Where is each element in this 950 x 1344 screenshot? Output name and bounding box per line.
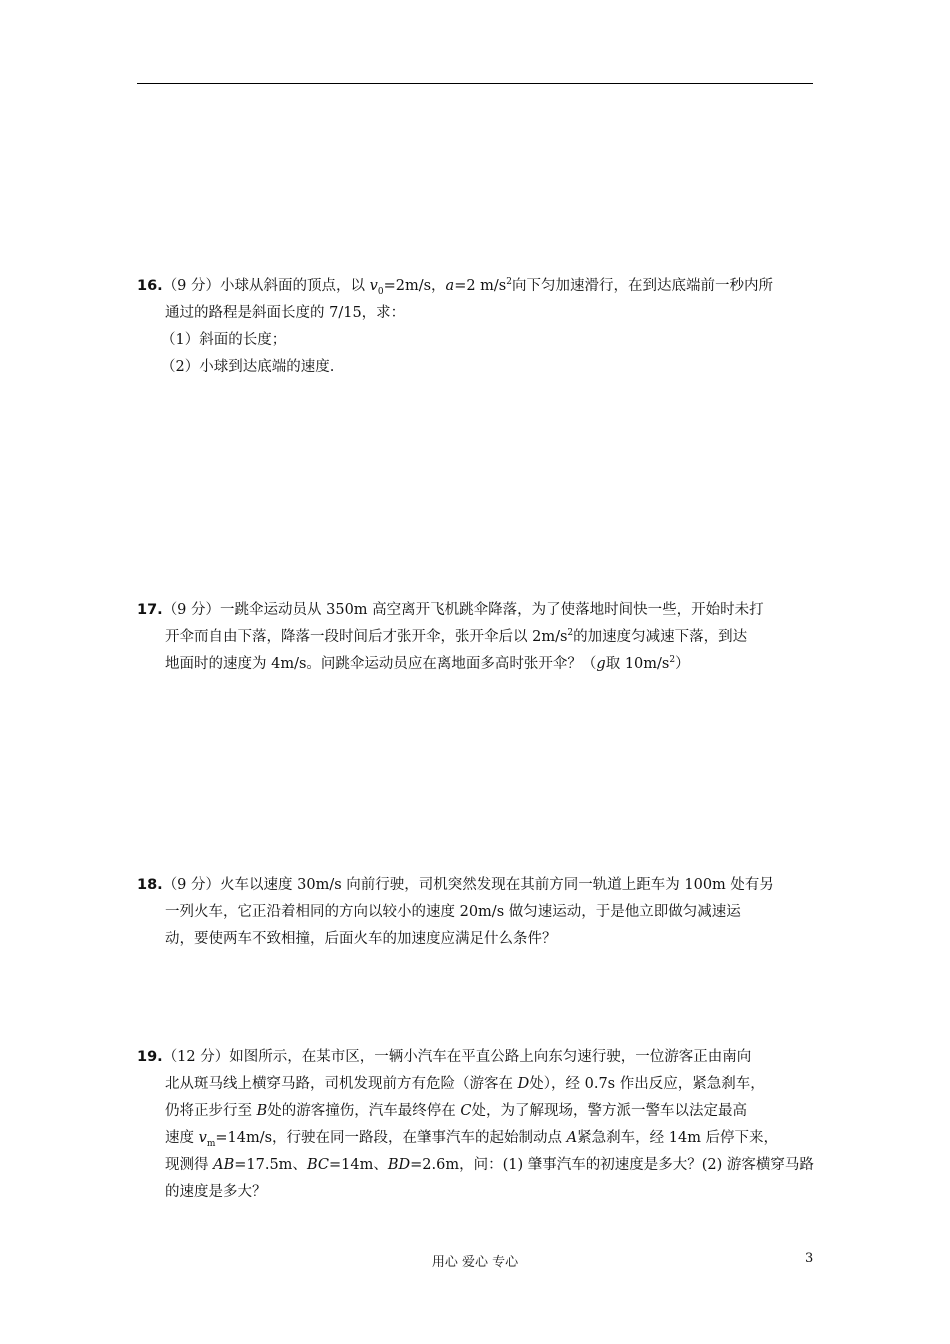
problem-19-line-2: 北从斑马线上横穿马路，司机发现前方有危险（游客在 D处），经 0.7s 作出反应，紧急刹车， — [165, 1076, 765, 1092]
problem-number: 16. — [137, 278, 163, 294]
problem-18-line-2: 一列火车，它正沿着相同的方向以较小的速度 20m/s 做匀速运动，于是他立即做匀减速运 — [165, 904, 741, 920]
header-rule — [137, 83, 813, 84]
problem-18-line-1: 18.（9 分）火车以速度 30m/s 向前行驶，司机突然发现在其前方同一轨道上距车为 100m 处有另 — [137, 877, 774, 893]
problem-19-line-6: 的速度是多大？ — [165, 1184, 267, 1200]
problem-19-line-3: 仍将正步行至 B处的游客撞伤，汽车最终停在 C处，为了解现场，警方派一警车以法定最高 — [165, 1103, 747, 1119]
problem-19 — [137, 1044, 817, 1206]
problem-17-line-3: 地面时的速度为 4m/s。问跳伞运动员应在离地面多高时张开伞？（g取 $10m/s^2$） — [165, 655, 690, 672]
problem-number: 17. — [137, 602, 163, 618]
problem-16-line-1: 16.（9 分）小球从斜面的顶点，以 $v_0=2m/s$，a=2 $m/s^2$向下匀加速滑行，在到达底端前一秒内所 — [137, 277, 773, 297]
problem-number: 19. — [137, 1049, 163, 1065]
problem-17 — [137, 597, 817, 678]
problem-number: 18. — [137, 877, 163, 893]
problem-18 — [137, 872, 817, 953]
problem-19-line-1: 19.（12 分）如图所示，在某市区，一辆小汽车在平直公路上向东匀速行驶，一位游客正由南向 — [137, 1049, 752, 1065]
problem-19-line-4: 速度 $v_m=14m/s$，行驶在同一路段，在肇事汽车的起始制动点 A紧急刹车，经 14m 后停下来， — [165, 1130, 779, 1149]
problem-16-sub-2: （2）小球到达底端的速度. — [161, 359, 335, 375]
problem-19-line-5: 现测得 AB=17.5m、BC=14m、BD=2.6m，问：(1) 肇事汽车的初速度是多大？(2) 游客横穿马路 — [165, 1157, 814, 1173]
problem-17-line-2: 开伞而自由下落，降落一段时间后才张开伞，张开伞后以 $2m/s^2$的加速度匀减速下落，到达 — [165, 628, 748, 645]
footer-text: 用心 爱心 专心 — [431, 1255, 519, 1270]
problem-18-line-3: 动，要使两车不致相撞，后面火车的加速度应满足什么条件？ — [165, 931, 557, 947]
problem-16-line-2: 通过的路程是斜面长度的 7/15，求： — [165, 305, 406, 321]
problem-16-sub-1: （1）斜面的长度； — [161, 332, 287, 348]
page-number: 3 — [805, 1251, 814, 1266]
problem-16 — [137, 273, 817, 381]
problem-17-line-1: 17.（9 分）一跳伞运动员从 350m 高空离开飞机跳伞降落，为了使落地时间快一些，开始时未打 — [137, 602, 764, 618]
